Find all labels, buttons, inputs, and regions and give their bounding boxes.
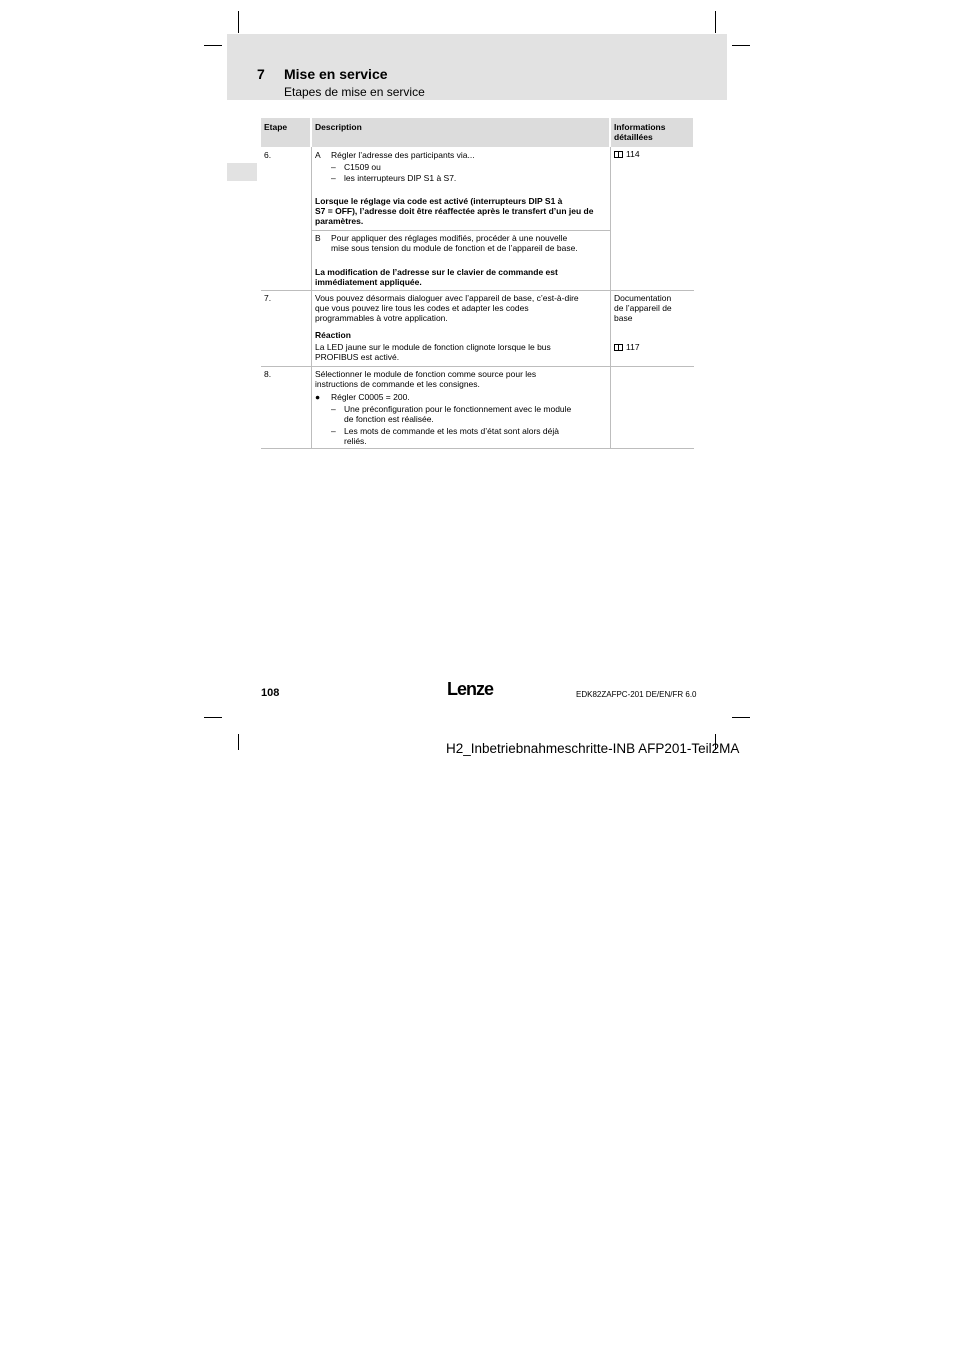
- column-header-info: Informations détaillées: [611, 118, 693, 147]
- crop-mark: [204, 45, 222, 46]
- crop-mark: [715, 11, 716, 33]
- page-number: 108: [261, 687, 280, 699]
- step-number: 6.: [264, 150, 272, 160]
- row-divider: [261, 290, 694, 291]
- bullet-item: Régler C0005 = 200.: [331, 392, 410, 402]
- chapter-number: 7: [257, 66, 265, 82]
- dash-item: Une préconfiguration pour le fonctionnement avec le module de fonction est réalisée.: [344, 404, 572, 424]
- crop-mark: [732, 717, 750, 718]
- dash-item: les interrupteurs DIP S1 à S7.: [344, 173, 457, 183]
- column-divider: [311, 147, 312, 449]
- sub-step-label: A: [315, 150, 321, 160]
- chapter-tab-marker: [227, 163, 257, 181]
- page-reference: 114: [614, 149, 640, 159]
- row-divider: [261, 366, 694, 367]
- sub-row-divider: [312, 230, 610, 231]
- reaction-heading: Réaction: [315, 330, 351, 340]
- step-number: 7.: [264, 293, 272, 303]
- step-text: Vous pouvez désormais dialoguer avec l’appareil de base, c’est-à-dire que vous pouvez lire tous les codes et adapter les codes programmables à votre application.: [315, 293, 579, 323]
- sub-step-label: B: [315, 233, 321, 243]
- column-header-step: Etape: [261, 118, 310, 147]
- page-reference: 117: [614, 342, 640, 352]
- dash-item: C1509 ou: [344, 162, 381, 172]
- dash-marker: –: [331, 162, 336, 172]
- book-icon: [614, 151, 623, 158]
- crop-mark: [238, 11, 239, 33]
- step-text: Régler l’adresse des participants via...: [331, 150, 475, 160]
- print-job-line: H2_Inbetriebnahmeschritte-INB AFP201-Teil2MA: [446, 741, 740, 756]
- crop-mark: [732, 45, 750, 46]
- step-text: Pour appliquer des réglages modifiés, procéder à une nouvelle mise sous tension du module de fonction et de l’appareil de base.: [331, 233, 578, 253]
- step-number: 8.: [264, 369, 272, 379]
- dash-marker: –: [331, 173, 336, 183]
- column-divider: [610, 147, 611, 449]
- chapter-title: Mise en service: [284, 66, 388, 82]
- note-bold: Lorsque le réglage via code est activé (interrupteurs DIP S1 à S7 = OFF), l’adresse doit être réaffectée après le transfert d’un jeu de paramètres.: [315, 196, 594, 226]
- lenze-logo: Lenze: [447, 679, 494, 699]
- reaction-text: La LED jaune sur le module de fonction clignote lorsque le bus PROFIBUS est activé.: [315, 342, 551, 362]
- info-text: Documentation de l’appareil de base: [614, 293, 672, 323]
- dash-marker: –: [331, 404, 336, 414]
- column-header-description: Description: [312, 118, 609, 147]
- step-text: Sélectionner le module de fonction comme source pour les instructions de commande et les consignes.: [315, 369, 537, 389]
- dash-item: Les mots de commande et les mots d’état sont alors déjà reliés.: [344, 426, 559, 446]
- table-bottom-rule: [261, 448, 694, 449]
- bullet-marker: ●: [315, 392, 321, 402]
- crop-mark: [238, 734, 239, 750]
- book-icon: [614, 344, 623, 351]
- note-bold: La modification de l’adresse sur le clavier de commande est immédiatement appliquée.: [315, 267, 558, 287]
- document-reference: EDK82ZAFPC-201 DE/EN/FR 6.0: [576, 690, 697, 699]
- dash-marker: –: [331, 426, 336, 436]
- crop-mark: [204, 717, 222, 718]
- chapter-subtitle: Etapes de mise en service: [284, 85, 425, 99]
